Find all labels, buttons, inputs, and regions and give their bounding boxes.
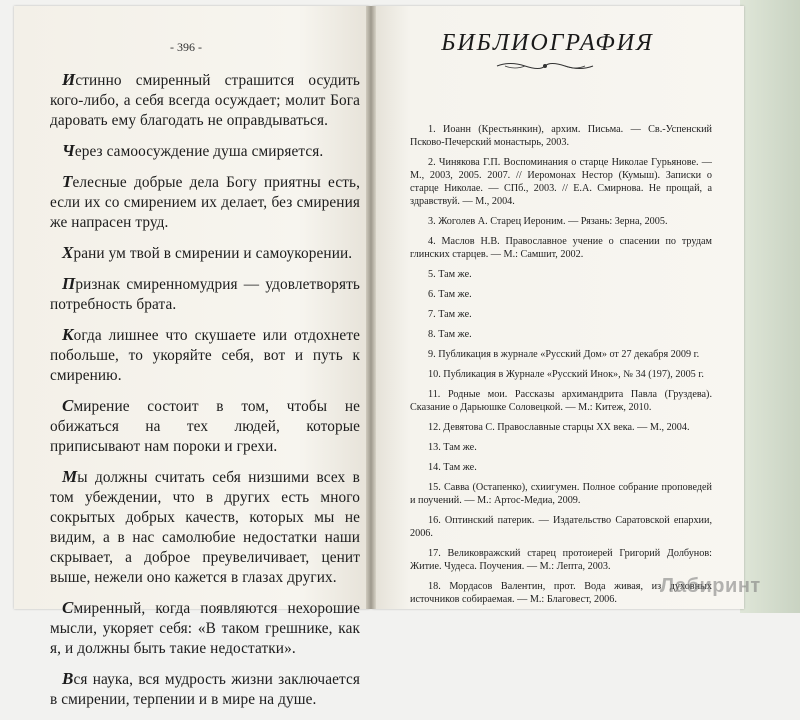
bibliography-entry: 14. Там же. <box>428 462 477 473</box>
drop-letter: М <box>62 467 78 486</box>
paragraph <box>50 325 360 386</box>
bibliography-entry: 3. Жоголев А. Старец Иероним. — Рязань: Зерна, 2005. <box>428 216 668 227</box>
bibliography-title: БИБЛИОГРАФИЯ <box>441 30 654 56</box>
bibliography-entry: 9. Публикация в журнале «Русский Дом» от 27 декабря 2009 г. <box>428 349 700 360</box>
bibliography-entry: 5. Там же. <box>428 269 472 280</box>
ornament-divider <box>495 61 595 71</box>
paragraph-text: стинно смиренный страшится осудить кого-либо, а себя всегда осуждает; молит Бога даровать ему благодать не оправдываться. <box>50 72 360 129</box>
paragraph <box>50 598 360 659</box>
paragraph-text: ризнак смиренномудрия — удовлетворять потребность брата. <box>50 276 360 313</box>
paragraph <box>50 274 360 315</box>
drop-letter: К <box>62 325 74 344</box>
page-number: - 396 - <box>170 40 202 54</box>
paragraph-text: огда лишнее что скушаете или отдохнете побольше, то укоряйте себя, вот и путь к смирению. <box>50 327 360 384</box>
bibliography-entry: 12. Девятова С. Православные старцы XX века. — М., 2004. <box>428 422 690 433</box>
drop-letter: С <box>62 598 74 617</box>
bibliography-entry: 16. Оптинский патерик. — Издательство Саратовской епархии, 2006. <box>410 515 712 539</box>
paragraph <box>50 669 360 710</box>
paragraph <box>50 467 360 588</box>
drop-letter: И <box>62 70 76 89</box>
paragraph <box>50 70 360 131</box>
bibliography-entry: 11. Родные мои. Рассказы архимандрита Павла (Груздева). Сказание о Дарьюшке Соловецкой. — М.: Китеж, 2010. <box>410 389 712 413</box>
bibliography-entry: 13. Там же. <box>428 442 477 453</box>
drop-letter: В <box>62 669 74 688</box>
paragraph-text: елесные добрые дела Богу приятны есть, если их со смирением их делает, без смирения же напрасен труд. <box>50 174 360 231</box>
drop-letter: С <box>62 396 74 415</box>
drop-letter: Ч <box>62 141 75 160</box>
watermark: Лабиринт <box>660 575 761 597</box>
paragraph-text: ерез самоосуждение душа смиряется. <box>74 143 324 160</box>
bibliography-entry: 2. Чинякова Г.П. Воспоминания о старце Николае Гурьянове. — М., 2003, 2005. 2007. // Иеромонах Нестор (Кумыш). Записки о старце Николае. — СПб., 2003. // Е.А. Смирнова. Не прощай, а здравствуй. — М., 2004. <box>410 157 712 207</box>
bibliography-entry: 6. Там же. <box>428 289 472 300</box>
bibliography-entry: 4. Маслов Н.В. Православное учение о спасении по трудам глинских старцев. — М.: Самшит, 2002. <box>410 236 712 260</box>
paragraph <box>50 243 360 264</box>
bibliography-entry: 18. Мордасов Валентин, прот. Вода живая, из духовных источников собираемая. — М.: Благовест, 2006. <box>410 581 712 605</box>
bibliography-entry: 8. Там же. <box>428 329 472 340</box>
paragraph-text: рани ум твой в смирении и самоукорении. <box>73 245 353 262</box>
paragraph <box>50 172 360 233</box>
background-edge <box>740 0 800 613</box>
paragraph <box>50 141 360 162</box>
book-spine <box>366 6 376 609</box>
paragraph-text: мирение состоит в том, чтобы не обижаться на тех людей, которые приписывают нам пороки и грехи. <box>50 398 360 455</box>
paragraph-text: миренный, когда появляются нехорошие мысли, укоряет себя: «В таком грешнике, как я, и должны быть такие недостатки». <box>50 600 360 657</box>
bibliography-entry: 10. Публикация в Журнале «Русский Инок», № 34 (197), 2005 г. <box>428 369 704 380</box>
drop-letter: Х <box>62 243 74 262</box>
paragraph-text: ы должны считать себя низшими всех в том убеждении, что в других есть много сокрытых добрых качеств, которых мы не видим, а в нас самолюбие недостатки наши скрывает, а доброе преувеличивает, ценит выше, нежели оно кажется в глазах других. <box>50 469 360 586</box>
bibliography-list <box>410 123 712 613</box>
drop-letter: П <box>62 274 76 293</box>
bibliography-entry: 7. Там же. <box>428 309 472 320</box>
paragraph-text: ся наука, вся мудрость жизни заключается в смирении, терпении и в мире на душе. <box>50 671 360 708</box>
drop-letter: Т <box>62 172 73 191</box>
bibliography-entry: 17. Великовражский старец протоиерей Григорий Долбунов: Житие. Чудеса. Поучения. — М.: Лепта, 2003. <box>410 548 712 572</box>
bibliography-entry: 15. Савва (Остапенко), схиигумен. Полное собрание проповедей и поучений. — М.: Артос-Медиа, 2009. <box>410 482 712 506</box>
bibliography-entry: 1. Иоанн (Крестьянкин), архим. Письма. — Св.-Успенский Псково-Печерский монастырь, 2003. <box>410 124 712 148</box>
paragraph <box>50 396 360 457</box>
left-page-text <box>50 70 360 720</box>
